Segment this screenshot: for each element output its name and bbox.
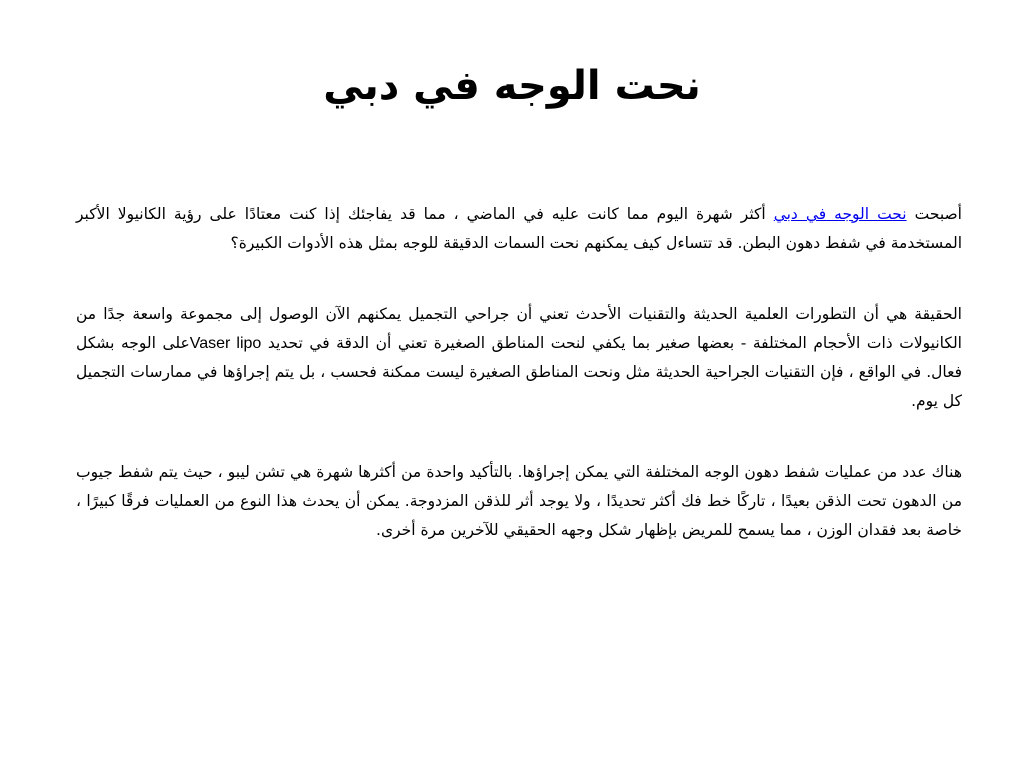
paragraph-intro bbox=[76, 200, 962, 258]
paragraph-technology-rest: على الوجه بشكل فعال. في الواقع ، فإن التقنيات الجراحية الحديثة مثل ونحت المناطق الصغيرة ليست ممكنة فحسب ، بل يتم إجراؤها في ممارسات التجميل كل يوم. bbox=[76, 334, 962, 410]
paragraph-technology-lead: الحقيقة هي أن التطورات العلمية الحديثة والتقنيات الأحدث تعني أن جراحي التجميل يمكنهم الآن الوصول إلى مجموعة واسعة جدًا من الكانيولات ذات الأحجام المختلفة - بعضها صغير بما يكفي لنحت المناطق الصغيرة تعني أن الدقة في تحديد bbox=[76, 305, 962, 352]
vaser-lipo-term: Vaser lipo bbox=[189, 335, 262, 352]
slide-body bbox=[76, 200, 962, 545]
page-title: نحت الوجه في دبي bbox=[323, 63, 701, 109]
paragraph-intro-rest: أكثر شهرة اليوم مما كانت عليه في الماضي ، مما قد يفاجئك إذا كنت معتادًا على رؤية الكانيولا الأكبر المستخدمة في شفط دهون البطن. قد تتساءل كيف يمكنهم نحت السمات الدقيقة للوجه بمثل هذه الأدوات الكبيرة؟ bbox=[76, 205, 962, 252]
paragraph-procedures: هناك عدد من عمليات شفط دهون الوجه المختلفة التي يمكن إجراؤها. بالتأكيد واحدة من أكثرها شهرة هي تشن ليبو ، حيث يتم شفط جيوب من الدهون تحت الذقن بعيدًا ، تاركًا خط فك أكثر تحديدًا ، ولا يوجد أثر للذقن المزدوجة. يمكن أن يحدث هذا النوع من العمليات فرقًا كبيرًا ، خاصة بعد فقدان الوزن ، مما يسمح للمريض بإظهار شكل وجهه الحقيقي للآخرين مرة أخرى. bbox=[76, 463, 962, 539]
paragraph-technology bbox=[76, 300, 962, 416]
paragraph-intro-lead: أصبحت bbox=[914, 205, 962, 223]
face-sculpting-dubai-link[interactable]: نحت الوجه في دبي bbox=[773, 205, 907, 223]
